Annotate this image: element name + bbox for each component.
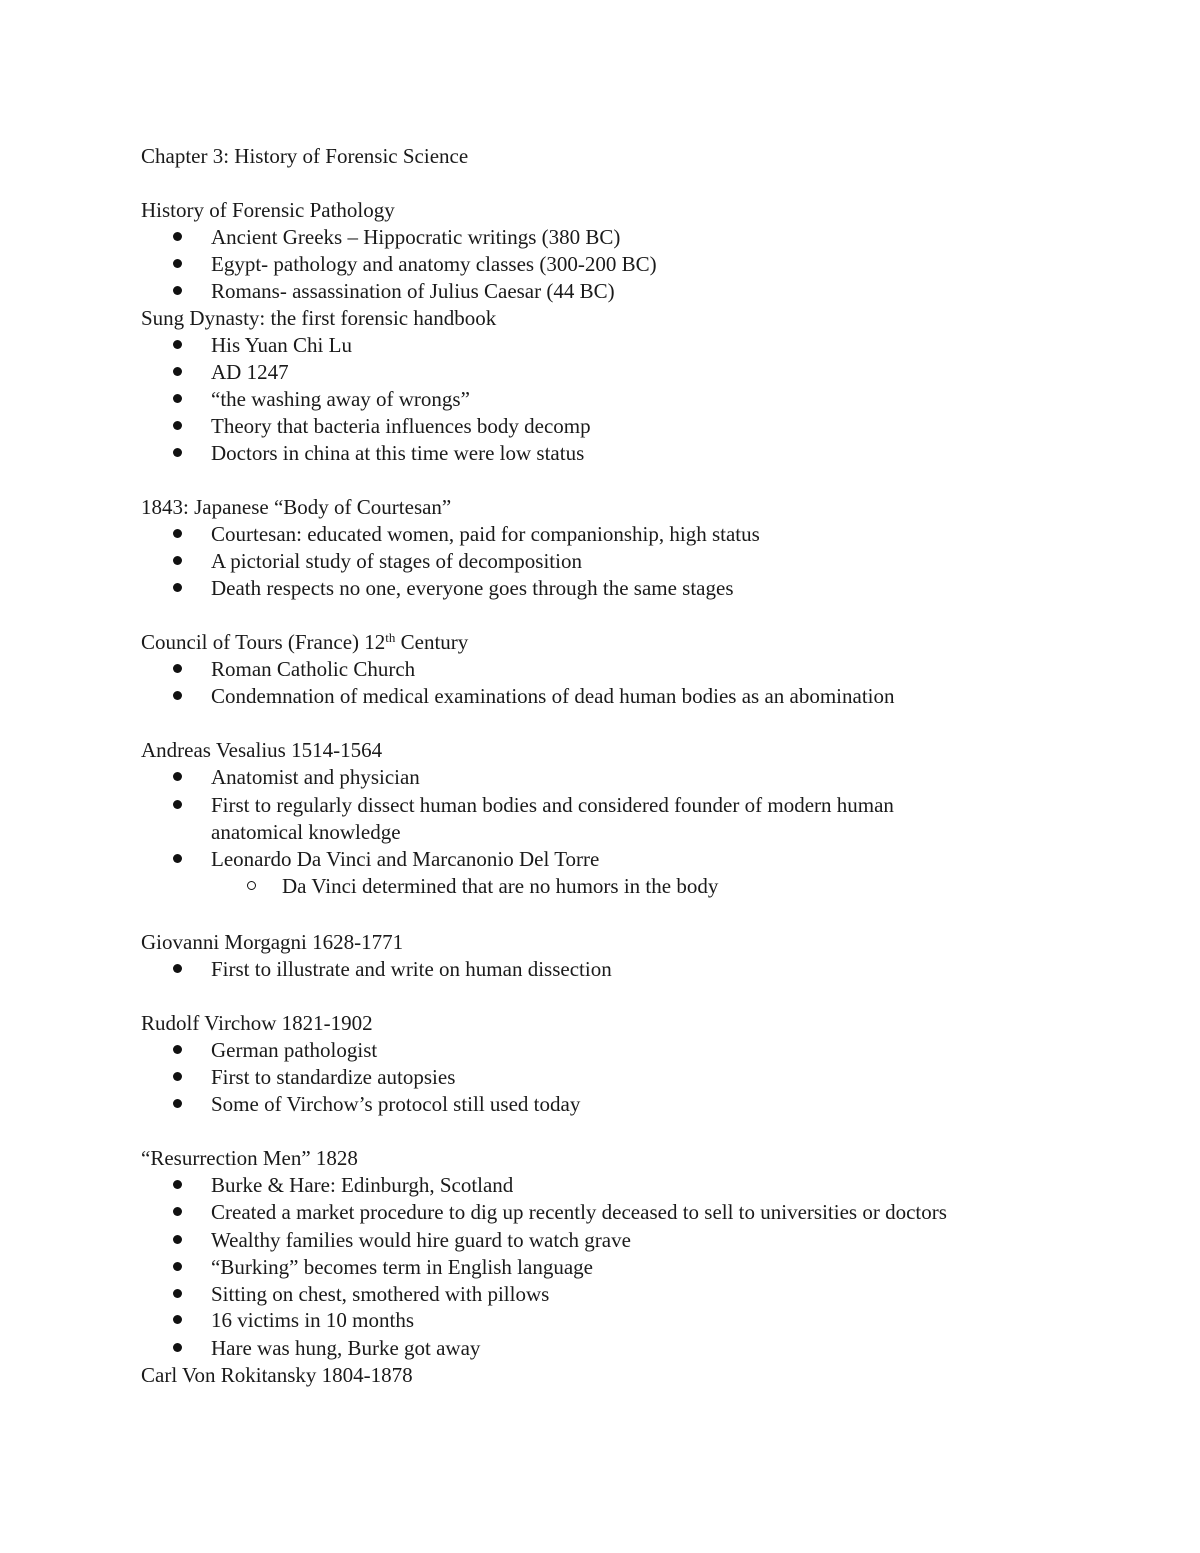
- list-item: First to regularly dissect human bodies and considered founder of modern human: [211, 793, 894, 817]
- bullet-icon: [173, 521, 185, 533]
- bullet-icon: [173, 683, 185, 695]
- bullet-icon: [173, 386, 185, 398]
- bullet-icon: [173, 224, 185, 236]
- list-item: First to standardize autopsies: [211, 1065, 456, 1089]
- bullet-icon: [173, 792, 185, 804]
- list-item: “the washing away of wrongs”: [211, 387, 470, 411]
- heading-text: Council of Tours (France) 12: [141, 630, 386, 654]
- section-heading-courtesan: 1843: Japanese “Body of Courtesan”: [141, 495, 452, 519]
- list-item: Sitting on chest, smothered with pillows: [211, 1282, 550, 1306]
- bullet-icon: [173, 359, 185, 371]
- list-item: Hare was hung, Burke got away: [211, 1336, 481, 1360]
- list-item-continuation: anatomical knowledge: [211, 820, 401, 844]
- bullet-icon: [173, 1227, 185, 1239]
- section-heading-vesalius: Andreas Vesalius 1514-1564: [141, 738, 383, 762]
- bullet-icon: [173, 278, 185, 290]
- list-item: Roman Catholic Church: [211, 657, 416, 681]
- list-item: Burke & Hare: Edinburgh, Scotland: [211, 1173, 514, 1197]
- hollow-bullet-icon: [247, 873, 261, 887]
- bullet-icon: [173, 1307, 185, 1319]
- section-heading-virchow: Rudolf Virchow 1821-1902: [141, 1011, 373, 1035]
- list-item: Created a market procedure to dig up recently deceased to sell to universities or doctors: [211, 1200, 947, 1224]
- section-heading-sung: Sung Dynasty: the first forensic handbook: [141, 306, 497, 330]
- superscript: th: [385, 630, 396, 645]
- section-heading-rokitansky: Carl Von Rokitansky 1804-1878: [141, 1363, 413, 1387]
- list-item: Condemnation of medical examinations of dead human bodies as an abomination: [211, 684, 895, 708]
- list-item: Ancient Greeks – Hippocratic writings (380 BC): [211, 225, 621, 249]
- list-item: Death respects no one, everyone goes through the same stages: [211, 576, 734, 600]
- bullet-icon: [173, 1254, 185, 1266]
- list-item: First to illustrate and write on human dissection: [211, 957, 612, 981]
- heading-text: Century: [395, 630, 469, 654]
- bullet-icon: [173, 1281, 185, 1293]
- bullet-icon: [173, 440, 185, 452]
- bullet-icon: [173, 1091, 185, 1103]
- section-heading-resurrection: “Resurrection Men” 1828: [141, 1146, 358, 1170]
- list-item: German pathologist: [211, 1038, 378, 1062]
- bullet-icon: [173, 764, 185, 776]
- list-item: Theory that bacteria influences body decomp: [211, 414, 591, 438]
- list-item: Wealthy families would hire guard to watch grave: [211, 1228, 631, 1252]
- section-heading-tours: [141, 629, 468, 656]
- list-item: Courtesan: educated women, paid for companionship, high status: [211, 522, 760, 546]
- list-item: Anatomist and physician: [211, 765, 420, 789]
- list-item: Leonardo Da Vinci and Marcanonio Del Torre: [211, 847, 600, 871]
- list-item: A pictorial study of stages of decomposition: [211, 549, 582, 573]
- bullet-icon: [173, 656, 185, 668]
- sub-list-item: Da Vinci determined that are no humors in the body: [282, 874, 719, 898]
- list-item: “Burking” becomes term in English language: [211, 1255, 593, 1279]
- bullet-icon: [173, 251, 185, 263]
- section-heading-morgagni: Giovanni Morgagni 1628-1771: [141, 930, 404, 954]
- bullet-icon: [173, 846, 185, 858]
- list-item: AD 1247: [211, 360, 289, 384]
- bullet-icon: [173, 548, 185, 560]
- list-item: His Yuan Chi Lu: [211, 333, 352, 357]
- bullet-icon: [173, 1335, 185, 1347]
- list-item: 16 victims in 10 months: [211, 1308, 415, 1332]
- bullet-icon: [173, 575, 185, 587]
- page-title: Chapter 3: History of Forensic Science: [141, 144, 469, 168]
- list-item: Egypt- pathology and anatomy classes (300-200 BC): [211, 252, 657, 276]
- section-heading-pathology: History of Forensic Pathology: [141, 198, 395, 222]
- bullet-icon: [173, 956, 185, 968]
- bullet-icon: [173, 332, 185, 344]
- bullet-icon: [173, 1037, 185, 1049]
- bullet-icon: [173, 1172, 185, 1184]
- list-item: Romans- assassination of Julius Caesar (44 BC): [211, 279, 615, 303]
- list-item: Doctors in china at this time were low status: [211, 441, 585, 465]
- bullet-icon: [173, 413, 185, 425]
- bullet-icon: [173, 1064, 185, 1076]
- bullet-icon: [173, 1199, 185, 1211]
- list-item: Some of Virchow’s protocol still used today: [211, 1092, 581, 1116]
